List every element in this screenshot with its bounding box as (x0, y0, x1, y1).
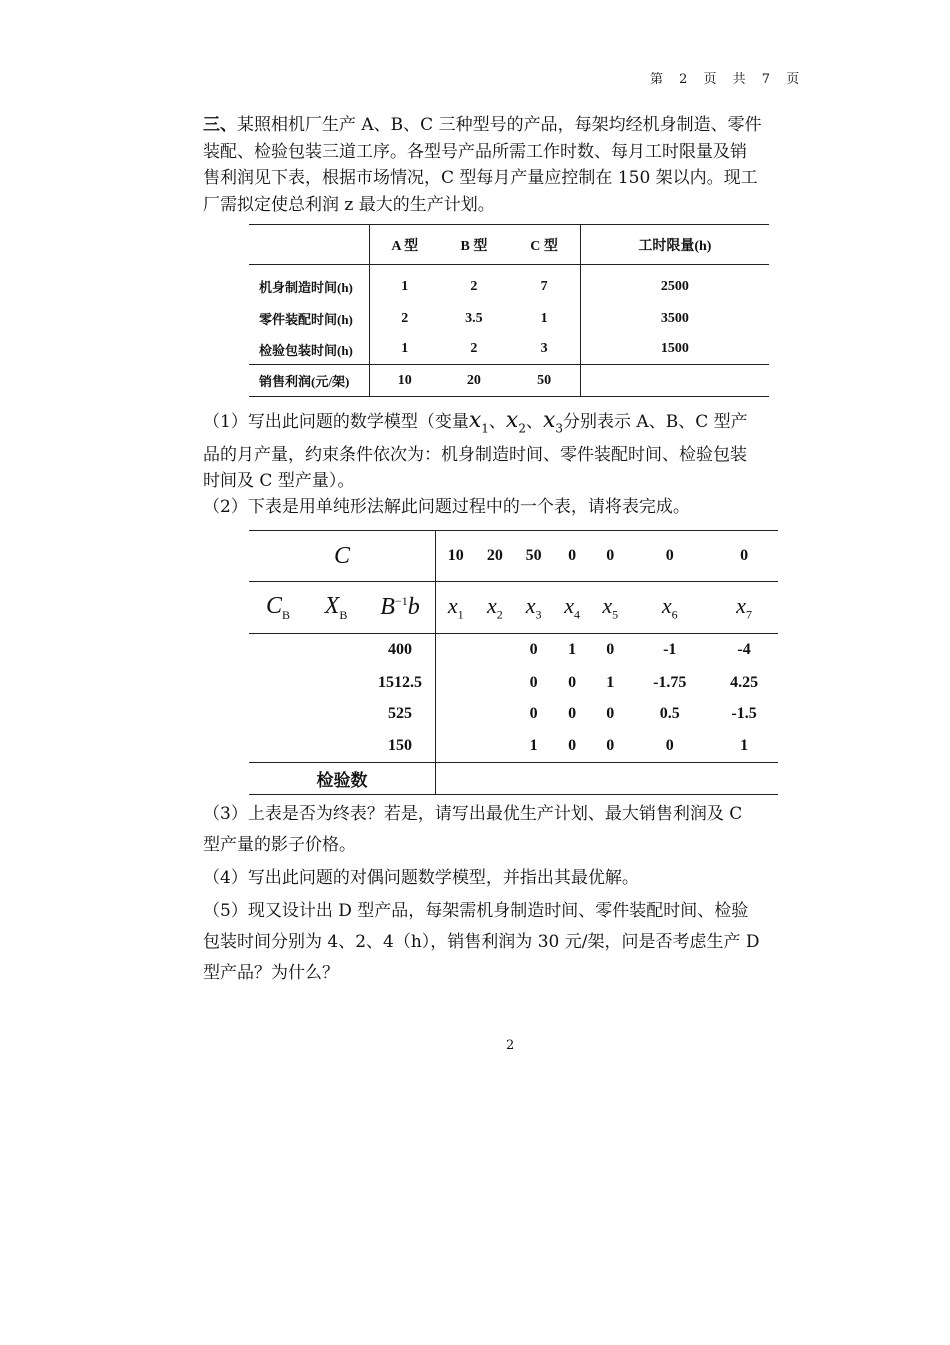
tableau-cell: 0 (568, 705, 577, 722)
tableau-cell: 0 (529, 673, 538, 691)
part4: （4）写出此问题的对偶问题数学模型，并指出其最优解。 (203, 868, 639, 888)
tableau-cell: 1 (568, 641, 577, 659)
tableau-cell (436, 667, 476, 699)
table1-header-a: A 型 (370, 225, 440, 265)
var-header-x4: $x_4$ (553, 582, 591, 634)
tableau-cell: 0 (529, 705, 538, 722)
var-header-x6: $x_6$ (629, 582, 710, 634)
check-label: 检验数 (249, 763, 436, 795)
tableau-cell (475, 730, 514, 763)
page-header: 第 2 页 共 7 页 (650, 72, 806, 87)
table1-cell: 3500 (580, 303, 769, 335)
tableau-cell: -1.75 (653, 673, 687, 691)
b-value: 525 (388, 705, 412, 722)
table1-header-empty (249, 225, 370, 265)
part1-text-a: （1）写出此问题的数学模型（变量 (203, 412, 469, 432)
table1-cell: 1 (370, 265, 440, 303)
var-header-x1: $x_1$ (436, 582, 476, 634)
b-value: 150 (365, 730, 436, 763)
table1-row-label: 零件装配时间(h) (259, 312, 353, 327)
b-value: 400 (388, 641, 412, 659)
tableau-cell: -1.5 (731, 705, 757, 722)
table1-cell: 3.5 (465, 310, 483, 326)
xb-header: $X_B$ (307, 582, 365, 634)
tableau-cell: -1 (663, 641, 677, 659)
part5: （5）现又设计出 D 型产品，每架需机身制造时间、零件装配时间、检验包装时间分别为 4、2、4（h），销售利润为 30 元/架，问是否考虑生产 D 型产品？为什么？ (203, 901, 760, 983)
var-header-x2: $x_2$ (475, 582, 514, 634)
c-value: 0 (629, 531, 710, 582)
part2: （2）下表是用单纯形法解此问题过程中的一个表，请将表完成。 (203, 497, 690, 517)
var-header-x5: $x_5$ (591, 582, 629, 634)
page-number: 2 (506, 1038, 515, 1053)
tableau-cell: 1 (606, 673, 615, 691)
tableau-cell: 4.25 (730, 673, 759, 691)
b-value: 1512.5 (378, 673, 422, 691)
c-value: 0 (591, 531, 629, 582)
tableau-cell (475, 699, 514, 730)
table1-header-limit: 工时限量(h) (580, 225, 769, 265)
table1-cell: 1 (540, 310, 548, 326)
part1-text-b: 分别表示 A、B、C 型产品的月产量，约束条件依次为：机身制造时间、零件装配时间、检验包装时间及 C 型产量）。 (203, 412, 748, 492)
var-header-x3: $x_3$ (514, 582, 553, 634)
var-x3: $x_3$ (542, 408, 564, 436)
table1-profit-cell: 20 (440, 365, 509, 397)
question-text: 某照相机厂生产 A、B、C 三种型号的产品，每架均经机身制造、零件装配、检验包装三道工序。各型号产品所需工作时数、每月工时限量及销售利润见下表，根据市场情况，C 型每月产量应控制在 150 架以内。现工厂需拟定使总利润 z 最大的生产计划。 (203, 115, 762, 215)
sep: 、 (488, 412, 506, 432)
part3: （3）上表是否为终表？若是，请写出最优生产计划、最大销售利润及 C 型产量的影子价格。 (203, 804, 743, 855)
check-row-empty (436, 763, 779, 795)
table1-row-label: 机身制造时间(h) (259, 280, 353, 296)
table1-cell: 2 (470, 278, 478, 294)
table1-profit-label: 销售利润(元/架) (249, 365, 370, 397)
table1-cell: 1500 (580, 335, 769, 365)
table1-cell: 3 (508, 335, 580, 365)
tableau-cell (436, 634, 476, 667)
tableau-cell (475, 634, 514, 667)
table1-cell: 2500 (580, 265, 769, 303)
table1-header-c: C 型 (508, 225, 580, 265)
tableau-cell: 0 (591, 730, 629, 763)
tableau-cell: 0 (568, 673, 577, 691)
tableau-cell: 0 (606, 705, 615, 722)
c-value: 10 (436, 531, 476, 582)
tableau-cell: 1 (514, 730, 553, 763)
table1-cell: 2 (370, 303, 440, 335)
cb-header: $C_B$ (249, 582, 307, 634)
tableau-cell: 0 (606, 641, 615, 659)
tableau-cell: 1 (710, 730, 778, 763)
part1 (203, 408, 763, 495)
table1-cell: 1 (370, 335, 440, 365)
production-table (249, 224, 769, 397)
tableau-cell: 0 (629, 730, 710, 763)
c-value: 50 (514, 531, 553, 582)
c-value: 0 (553, 531, 591, 582)
sep: 、 (525, 412, 543, 432)
c-value: 0 (710, 531, 778, 582)
tableau-cell (475, 667, 514, 699)
var-header-x7: $x_7$ (710, 582, 778, 634)
tableau-cell (436, 699, 476, 730)
question-number: 三、 (203, 115, 237, 135)
table1-cell: 2 (440, 335, 509, 365)
tableau-cell: 0.5 (659, 705, 680, 722)
tableau-cell: 0 (529, 641, 538, 659)
table1-cell: 7 (540, 278, 548, 294)
var-x1: $x_1$ (468, 408, 489, 436)
table1-profit-cell (580, 365, 769, 397)
table1-profit-cell: 50 (508, 365, 580, 397)
c-value: 20 (475, 531, 514, 582)
c-label: C (249, 531, 436, 582)
table1-profit-cell: 10 (370, 365, 440, 397)
var-x2: $x_2$ (505, 408, 526, 436)
simplex-table (249, 530, 778, 795)
table1-row-label: 检验包装时间(h) (249, 335, 370, 365)
table1-header-b: B 型 (440, 225, 509, 265)
tableau-cell: -4 (737, 641, 751, 659)
question-intro (203, 112, 763, 218)
tableau-cell (436, 730, 476, 763)
binv-b-header: $B^{-1}b$ (365, 582, 436, 634)
tableau-cell: 0 (553, 730, 591, 763)
